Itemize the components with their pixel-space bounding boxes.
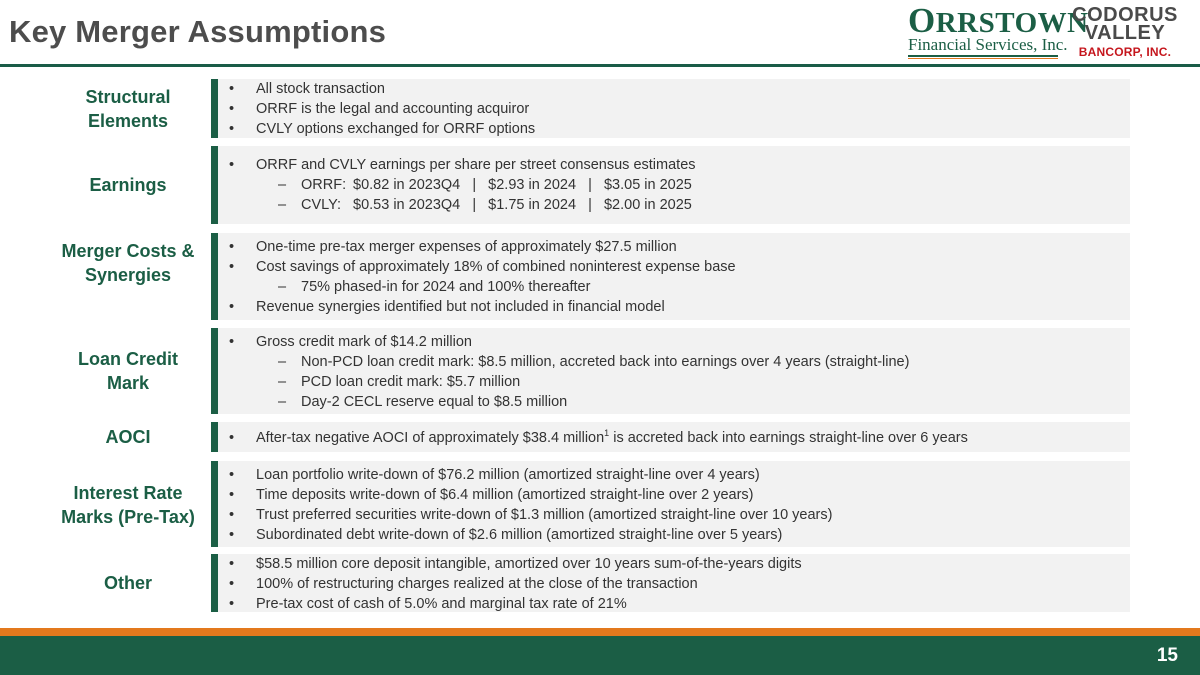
bullet-item: • CVLY options exchanged for ORRF options (218, 119, 1130, 139)
sub-bullet-item: – CVLY: $0.53 in 2023Q4 | $1.75 in 2024 | $2.00 in 2025 (218, 195, 1130, 215)
bullet-item: • Pre-tax cost of cash of 5.0% and marginal tax rate of 21% (218, 594, 1130, 614)
bullet-item: • $58.5 million core deposit intangible, amortized over 10 years sum-of-the-years digits (218, 554, 1130, 574)
row-label-loan-credit-mark: Loan Credit Mark (77, 349, 178, 393)
sub-bullet-item: – Non-PCD loan credit mark: $8.5 million, accreted back into earnings over 4 years (straight-line) (218, 352, 1130, 372)
bullet-item: • ORRF and CVLY earnings per share per street consensus estimates (218, 155, 1130, 175)
bullet-item: • Cost savings of approximately 18% of combined noninterest expense base (218, 257, 1130, 277)
row-label-interest-rate-marks: Interest Rate Marks (Pre-Tax) (61, 483, 195, 527)
bullet-item: • Time deposits write-down of $6.4 million (amortized straight-line over 2 years) (218, 485, 1130, 505)
page-title: Key Merger Assumptions (9, 14, 387, 49)
bullet-item: • ORRF is the legal and accounting acquiror (218, 99, 1130, 119)
sub-bullet-item: – 75% phased-in for 2024 and 100% thereafter (218, 277, 1130, 297)
row-structural-elements (211, 79, 1130, 138)
row-interest-rate-marks (211, 461, 1130, 547)
sub-bullet-item: – ORRF: $0.82 in 2023Q4 | $2.93 in 2024 | $3.05 in 2025 (218, 175, 1130, 195)
footer-bar (0, 636, 1200, 675)
page-number: 15 (1156, 645, 1178, 666)
codorus-valley-logo: CODORUS VALLEY BANCORP, INC. (1072, 4, 1178, 59)
title-divider (0, 64, 1200, 67)
bullet-item: • After-tax negative AOCI of approximately $38.4 million$^1$ is accreted back into earnings straight-line over 6 years (218, 428, 1130, 448)
row-label-aoci: AOCI (105, 427, 151, 447)
row-label-structural-elements: Structural Elements (85, 87, 171, 131)
row-label-merger-costs: Merger Costs & Synergies (61, 241, 195, 285)
row-other (211, 554, 1130, 612)
row-merger-costs (211, 233, 1130, 320)
row-earnings (211, 146, 1130, 224)
bullet-item: • Gross credit mark of $14.2 million (218, 332, 1130, 352)
bullet-item: • Subordinated debt write-down of $2.6 million (amortized straight-line over 5 years) (218, 525, 1130, 545)
bullet-item: • Revenue synergies identified but not included in financial model (218, 297, 1130, 317)
footnote-marker: 1 (604, 428, 610, 439)
bullet-item: • All stock transaction (218, 79, 1130, 99)
orrstown-logo: ORRSTOWN Financial Services, Inc. (908, 6, 1060, 59)
bullet-item: • One-time pre-tax merger expenses of approximately $27.5 million (218, 237, 1130, 257)
row-label-other: Other (103, 573, 152, 593)
row-aoci (211, 422, 1130, 452)
row-label-earnings: Earnings (89, 175, 167, 195)
sub-bullet-item: – Day-2 CECL reserve equal to $8.5 million (218, 392, 1130, 412)
row-loan-credit-mark (211, 328, 1130, 414)
bullet-item: • Trust preferred securities write-down of $1.3 million (amortized straight-line over 10 years) (218, 505, 1130, 525)
bullet-item: • 100% of restructuring charges realized at the close of the transaction (218, 574, 1130, 594)
sub-bullet-item: – PCD loan credit mark: $5.7 million (218, 372, 1130, 392)
footer-accent-bar (0, 628, 1200, 636)
bullet-item: • Loan portfolio write-down of $76.2 million (amortized straight-line over 4 years) (218, 465, 1130, 485)
